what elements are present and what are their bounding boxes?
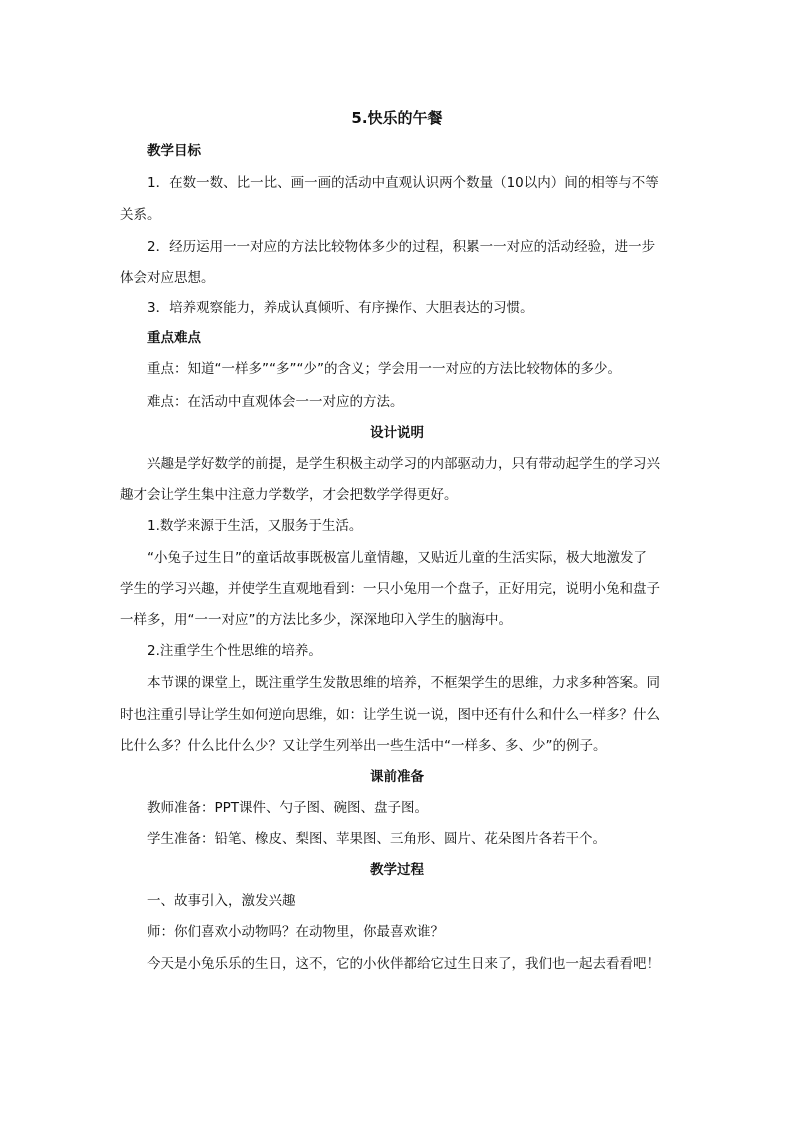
goal-item-2-cont: 体会对应思想。 [120, 270, 215, 286]
key-difficulty: 难点：在活动中直观体会一一对应的方法。 [147, 394, 404, 410]
design-subheading-2: 2.注重学生个性思维的培养。 [147, 643, 322, 659]
prep-student: 学生准备：铅笔、橡皮、梨图、苹果图、三角形、圆片、花朵图片各若干个。 [147, 831, 606, 847]
design-paragraph-2: “小兔子过生日”的童话故事既极富儿童情趣，又贴近儿童的生活实际，极大地激发了 [147, 550, 647, 566]
design-paragraph-2-cont2: 一样多，用“一一对应”的方法比多少，深深地印入学生的脑海中。 [120, 612, 512, 628]
goal-item-3: 3．培养观察能力，养成认真倾听、有序操作、大胆表达的习惯。 [147, 300, 534, 316]
section-heading-design: 设计说明 [370, 425, 424, 441]
goal-item-2: 2．经历运用一一对应的方法比较物体多少的过程，积累一一对应的活动经验，进一步 [147, 239, 656, 255]
design-paragraph-3-cont2: 比什么多？什么比什么少？又让学生列举出一些生活中“一样多、多、少”的例子。 [120, 738, 607, 754]
process-paragraph: 今天是小兔乐乐的生日，这不，它的小伙伴都给它过生日来了，我们也一起去看看吧！ [147, 956, 660, 972]
section-heading-prep: 课前准备 [370, 769, 424, 785]
key-point: 重点：知道“一样多”“多”“少”的含义；学会用一一对应的方法比较物体的多少。 [147, 361, 621, 377]
design-paragraph-1-cont: 趣才会让学生集中注意力学数学，才会把数学学得更好。 [120, 487, 458, 503]
goal-item-1: 1．在数一数、比一比、画一画的活动中直观认识两个数量（10以内）间的相等与不等 [147, 175, 659, 191]
design-subheading-1: 1.数学来源于生活，又服务于生活。 [147, 518, 363, 534]
goal-item-1-cont: 关系。 [120, 207, 161, 223]
design-paragraph-3-cont1: 时也注重引导让学生如何逆向思维，如：让学生说一说，图中还有什么和什么一样多？什么 [120, 707, 660, 723]
process-step-1: 一、故事引入，激发兴趣 [147, 893, 296, 909]
design-paragraph-1: 兴趣是学好数学的前提，是学生积极主动学习的内部驱动力，只有带动起学生的学习兴 [147, 456, 660, 472]
design-paragraph-3: 本节课的课堂上，既注重学生发散思维的培养，不框架学生的思维，力求多种答案。同 [147, 675, 660, 691]
design-paragraph-2-cont1: 学生的学习兴趣，并使学生直观地看到：一只小兔用一个盘子，正好用完，说明小兔和盘子 [120, 581, 660, 597]
section-heading-key: 重点难点 [147, 330, 201, 346]
section-heading-process: 教学过程 [370, 862, 424, 878]
prep-teacher: 教师准备：PPT课件、勺子图、碗图、盘子图。 [147, 800, 429, 816]
section-heading-goals: 教学目标 [147, 143, 201, 159]
process-question-1: 师：你们喜欢小动物吗？在动物里，你最喜欢谁？ [147, 924, 444, 940]
page-title: 5.快乐的午餐 [351, 109, 443, 127]
